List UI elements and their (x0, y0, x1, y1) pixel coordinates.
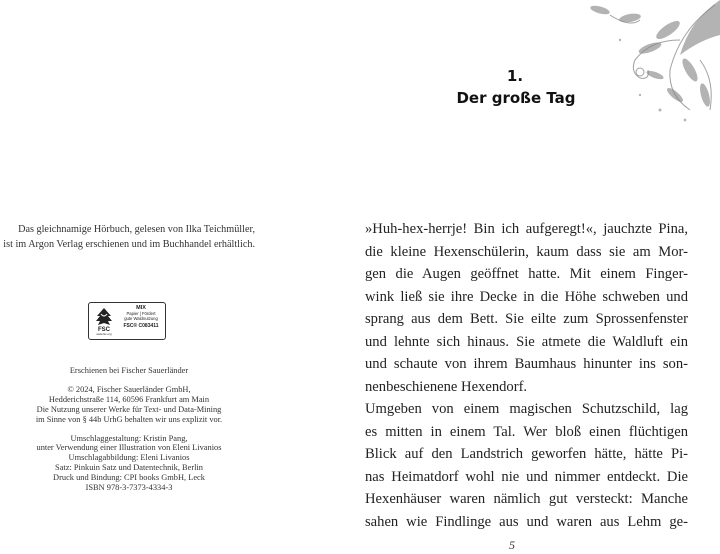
chapter-title: Der große Tag (456, 89, 576, 107)
imprint-block (0, 366, 258, 493)
text-line: Hexenhäuser waren nämlich gut versteckt: Manche (365, 491, 688, 507)
page-number: 5 (509, 538, 515, 552)
fsc-url: www.fsc.org (96, 332, 112, 336)
audiobook-note-line: Das gleichnamige Hörbuch, gelesen von Ilka Teichmüller, (18, 224, 255, 235)
text-line: gen die Augen geöffnet hatte. Mit einem Finger- (365, 266, 688, 282)
chapter-number: 1. (506, 67, 524, 85)
text-line: Blick auf den Landstrich geworfen hätte, hätte Pi- (365, 446, 688, 462)
fsc-sub2: gute Waldnutzung (124, 316, 158, 322)
imprint-rights-line: Hedderichstraße 114, 60596 Frankfurt am Main (48, 394, 210, 404)
fsc-tree-icon (92, 306, 116, 336)
imprint-credit-line: Druck und Bindung: CPI books GmbH, Leck (53, 473, 205, 483)
leaf-ornament-icon (540, 0, 720, 130)
fsc-code: FSC® C083411 (123, 322, 159, 329)
text-line: nas Heimatdorf wohl nie und nimmer entdeckt. Die (365, 468, 688, 485)
imprint-rights-line: im Sinne von § 44b UrhG behalten wir uns explizit vor. (35, 414, 223, 424)
imprint-credit-line: Umschlagabbildung: Eleni Livanios (68, 453, 190, 463)
text-line: die kleine Hexenschülerin, kaum dass sie am Mor- (365, 243, 688, 260)
fsc-label-block (119, 306, 163, 329)
fsc-logo (88, 302, 166, 340)
text-line: Umgeben von einem magischen Schutzschild, lag (365, 401, 688, 417)
text-line: und lehnte sich hinaus. Sie atmete die Waldluft ein (365, 333, 688, 350)
imprint-publisher: Erschienen bei Fischer Sauerländer (69, 366, 189, 375)
imprint-credit-line: unter Verwendung einer Illustration von Eleni Livanios (36, 443, 222, 453)
imprint-credit-line: Umschlaggestaltung: Kristin Pang, (70, 433, 188, 443)
imprint-isbn: ISBN 978-3-7373-4334-3 (85, 483, 173, 493)
text-line: wink ließ sie ihre Decke in die Höhe schweben und (365, 288, 688, 305)
fsc-mix-label: MIX (136, 305, 146, 311)
imprint-credit-line: Satz: Pinkuin Satz und Datentechnik, Berlin (55, 463, 203, 473)
imprint-rights-line: © 2024, Fischer Sauerländer GmbH, (67, 384, 191, 394)
text-line: sprang aus dem Bett. Sie eilte zum Sprossenfenster (365, 311, 688, 327)
audiobook-note (0, 222, 255, 252)
imprint-rights-line: Die Nutzung unserer Werke für Text- und Data-Mining (36, 404, 222, 414)
text-line: es mitten in einem Tal. Wer bloß einen flüchtigen (365, 423, 688, 440)
chapter-body (365, 218, 688, 533)
text-line: und schaute von ihrem Baumhaus hinunter ins son- (365, 356, 688, 372)
fsc-brand: FSC (98, 327, 110, 333)
audiobook-note-line: ist im Argon Verlag erschienen und im Buchhandel erhältlich. (3, 239, 255, 250)
text-line: nenbeschienene Hexendorf. (365, 378, 528, 395)
fsc-sub1: Papier | Fördert (126, 311, 156, 317)
text-line: sahen wie Findlinge aus und waren aus Lehm ge- (365, 513, 688, 530)
text-line: »Huh-hex-herrje! Bin ich aufgeregt!«, jauchzte Pina, (365, 221, 688, 237)
